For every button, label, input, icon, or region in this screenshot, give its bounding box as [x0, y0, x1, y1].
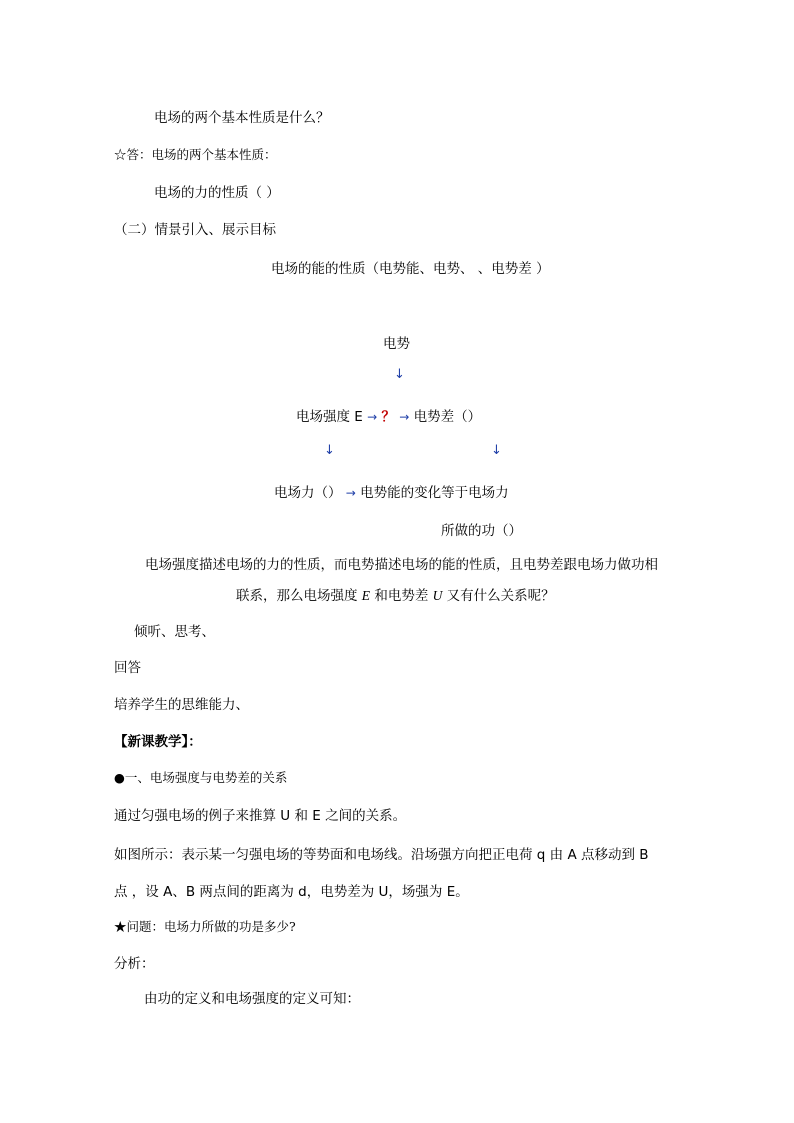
diagram-question-mark: ？ — [381, 409, 395, 425]
paragraph-text: 和电势差 — [370, 588, 433, 604]
analysis-label: 分析： — [114, 956, 155, 972]
section-one-heading: ●一、电场强度与电势差的关系 — [114, 770, 288, 785]
figure-description-1: 如图所示：表示某一匀强电场的等势面和电场线。沿场强方向把正电荷 q 由 A 点移动到 B — [114, 847, 649, 863]
arrow-right-icon: → — [399, 410, 410, 424]
problem-line: ★问题：电场力所做的功是多少? — [114, 919, 296, 934]
diagram-potential-difference: 电势差（） — [413, 409, 482, 425]
section-heading-intro: （二）情景引入、展示目标 — [114, 222, 276, 238]
paragraph-line-1: 电场强度描述电场的力的性质，而电势描述电场的能的性质，且电势差跟电场力做功相 — [145, 557, 658, 573]
diagram-field-row — [296, 405, 481, 425]
arrow-right-icon: → — [345, 486, 356, 500]
energy-property-line: 电场的能的性质（电势能、电势、 、电势差 ） — [271, 261, 550, 277]
lesson-intro: 通过匀强电场的例子来推算 U 和 E 之间的关系。 — [114, 808, 407, 824]
paragraph-text: 又有什么关系呢？ — [442, 588, 555, 604]
paragraph-text: 联系，那么电场强度 — [236, 588, 362, 604]
variable-e: E — [361, 588, 371, 603]
activity-answer: 回答 — [114, 660, 141, 676]
question-line: 电场的两个基本性质是什么？ — [154, 110, 330, 126]
diagram-potential: 电势 — [383, 336, 410, 352]
paragraph-line-2 — [236, 584, 555, 604]
arrow-down-icon: ↓ — [324, 443, 335, 458]
arrow-down-icon: ↓ — [394, 367, 405, 382]
diagram-force-row — [274, 481, 509, 501]
activity-listen: 倾听、思考、 — [134, 624, 215, 640]
figure-description-2: 点 ，设 A、B 两点间的距离为 d，电势差为 U，场强为 E。 — [114, 884, 469, 900]
diagram-work-done: 所做的功（） — [441, 523, 522, 539]
definition-line: 由功的定义和电场强度的定义可知： — [144, 991, 360, 1007]
new-lesson-heading: 【新课教学】： — [114, 734, 202, 750]
answer-label: ☆答：电场的两个基本性质： — [114, 147, 277, 162]
arrow-right-icon: → — [367, 410, 378, 424]
arrow-down-icon: ↓ — [491, 443, 502, 458]
diagram-energy-change: 电势能的变化等于电场力 — [360, 485, 509, 501]
diagram-electric-force: 电场力（） — [274, 485, 342, 501]
force-property-line: 电场的力的性质（ ） — [154, 185, 280, 201]
diagram-field-strength: 电场强度 E — [296, 409, 363, 425]
activity-cultivate: 培养学生的思维能力、 — [114, 697, 249, 713]
variable-u: U — [432, 588, 443, 603]
